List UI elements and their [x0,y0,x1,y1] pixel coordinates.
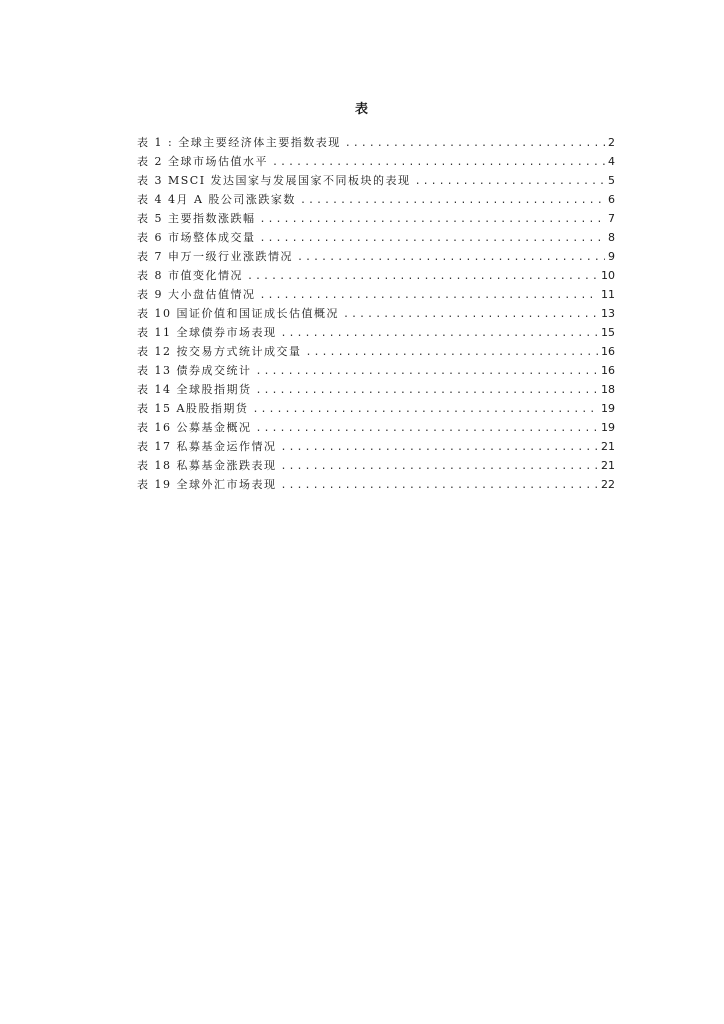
toc-entry-page: 6 [608,193,615,206]
toc-entry-page: 19 [601,402,615,415]
dot-leader [345,134,605,153]
toc-entry[interactable] [137,304,615,323]
toc-entry-label: 表 2 全球市场估值水平 [137,155,268,168]
dot-leader [252,400,598,419]
dot-leader [260,229,606,248]
dot-leader [247,267,598,286]
dot-leader [281,438,599,457]
toc-entry-label: 表 19 全球外汇市场表现 [137,478,277,491]
dot-leader [256,381,599,400]
toc-entry[interactable] [137,475,615,494]
dot-leader [256,419,599,438]
toc-entry-label: 表 14 全球股指期货 [137,383,252,396]
toc-entry-page: 10 [601,269,615,282]
toc-entry-label: 表 4 4月 A 股公司涨跌家数 [137,193,296,206]
toc-entry[interactable] [137,456,615,475]
toc-entry-label: 表 7 申万一级行业涨跌情况 [137,250,293,263]
toc-title: 表 [354,102,369,117]
toc-entry-label: 表 15 A股股指期货 [137,402,249,415]
dot-leader [281,324,599,343]
toc-entry[interactable] [137,418,615,437]
toc-entry[interactable] [137,437,615,456]
dot-leader [260,286,599,305]
toc-entry[interactable] [137,266,615,285]
toc-entry-page: 15 [601,326,615,339]
dot-leader [260,210,606,229]
toc-entry[interactable] [137,361,615,380]
dot-leader [281,457,599,476]
toc-entry[interactable] [137,380,615,399]
toc-entry[interactable] [137,228,615,247]
toc-entry-label: 表 16 公募基金概况 [137,421,252,434]
toc-entry[interactable] [137,171,615,190]
toc-entry-label: 表 12 按交易方式统计成交量 [137,345,302,358]
toc-entry-label: 表 8 市值变化情况 [137,269,243,282]
toc-entry-page: 16 [601,345,615,358]
toc-entry-label: 表 1 : 全球主要经济体主要指数表现 [137,136,341,149]
toc-entry-label: 表 5 主要指数涨跌幅 [137,212,256,225]
toc-entry[interactable] [137,285,615,304]
toc-entry[interactable] [137,323,615,342]
dot-leader [306,343,599,362]
toc-entry-page: 9 [608,250,615,263]
toc-entry-page: 16 [601,364,615,377]
toc-entry-label: 表 3 MSCI 发达国家与发展国家不同板块的表现 [137,174,411,187]
toc-entry-page: 18 [601,383,615,396]
toc-entry[interactable] [137,209,615,228]
dot-leader [297,248,605,267]
toc-entry-label: 表 9 大小盘估值情况 [137,288,256,301]
toc-entry[interactable] [137,342,615,361]
toc-entry-page: 19 [601,421,615,434]
dot-leader [281,476,599,495]
toc-entry-page: 8 [608,231,615,244]
toc-entry-page: 21 [601,459,615,472]
toc-entry-label: 表 13 债券成交统计 [137,364,252,377]
toc-entry[interactable] [137,190,615,209]
dot-leader [256,362,599,381]
dot-leader [343,305,598,324]
dot-leader [272,153,605,172]
toc-entry-label: 表 17 私募基金运作情况 [137,440,277,453]
toc-entry-page: 22 [601,478,615,491]
toc-entry-page: 7 [608,212,615,225]
toc-entry-label: 表 18 私募基金涨跌表现 [137,459,277,472]
toc-entry-page: 13 [601,307,615,320]
toc-entry-page: 5 [608,174,615,187]
toc-entry-label: 表 11 全球债券市场表现 [137,326,277,339]
dot-leader [300,191,605,210]
toc-entry-page: 21 [601,440,615,453]
toc-entry-label: 表 6 市场整体成交量 [137,231,256,244]
toc-entry-page: 4 [608,155,615,168]
toc-entry-page: 2 [608,136,615,149]
toc-entry[interactable] [137,152,615,171]
toc-entry[interactable] [137,247,615,266]
toc-entry-page: 11 [601,288,615,301]
dot-leader [415,172,605,191]
toc-list [137,133,615,494]
toc-entry[interactable] [137,133,615,152]
toc-entry-label: 表 10 国证价值和国证成长估值概况 [137,307,339,320]
toc-entry[interactable] [137,399,615,418]
